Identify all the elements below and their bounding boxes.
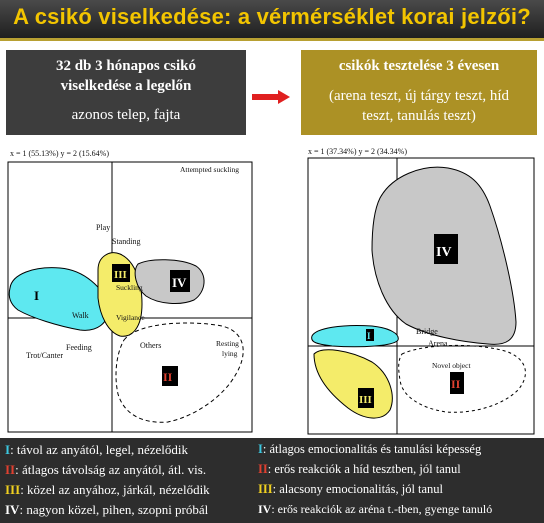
legend-right-num-3: III <box>258 482 273 496</box>
cluster-I-shape-right <box>312 325 399 346</box>
cluster-III-label-right: III <box>359 394 372 406</box>
legend-right-text-1: : átlagos emocionalitás és tanulási képesség <box>262 442 482 456</box>
left-plot <box>0 140 260 435</box>
arrow-right-icon <box>252 90 290 104</box>
legend-left-text-2: : átlagos távolság az anyától, átl. vis. <box>15 462 207 477</box>
label-resting: Resting <box>216 339 239 348</box>
right-box-line3-text: teszt, tanulás teszt) <box>362 108 476 124</box>
legend-right-text-3: : alacsony emocionalitás, jól tanul <box>272 482 444 496</box>
legend-left-num-2: II <box>5 462 16 477</box>
legend-left-text-1: : távol az anyától, legel, nézelődik <box>10 442 189 457</box>
cluster-I-shape <box>9 268 108 331</box>
legend-right-item-3 <box>258 482 443 497</box>
left-box-line3: azonos telep, fajta <box>71 107 181 123</box>
legend-right-text-2: : erős reakciók a híd tesztben, jól tanul <box>267 462 461 476</box>
legend-left <box>0 438 257 523</box>
legend-right-item-1 <box>258 442 481 457</box>
right-box-line1: csikók tesztelése 3 évesen <box>338 58 500 74</box>
cluster-II-label-right: II <box>451 377 461 391</box>
cluster-II-label: II <box>163 370 173 384</box>
label-attempted-suckling: Attempted suckling <box>180 165 239 174</box>
legend-right-item-2 <box>258 462 461 477</box>
right-plot-header: x = 1 (37.34%) y = 2 (34.34%) <box>308 147 408 156</box>
legend-left-item-4 <box>5 502 208 518</box>
cluster-I-label-right: I <box>367 331 371 341</box>
legend-left-text-4: : nagyon közel, pihen, szopni próbál <box>19 502 209 517</box>
legend-right <box>253 438 544 523</box>
legend-left-num-1: I <box>5 442 11 457</box>
label-others: Others <box>140 341 162 350</box>
label-standing: Standing <box>112 237 141 246</box>
right-box-line2 <box>301 86 537 126</box>
cluster-IV-label: IV <box>172 275 187 290</box>
label-feeding: Feeding <box>66 343 92 352</box>
left-box-line1: 32 db 3 hónapos csikó <box>55 58 197 74</box>
cluster-II-shape <box>116 323 243 422</box>
legend-right-text-4: : erős reakciók az aréna t.-tben, gyenge tanuló <box>271 502 493 516</box>
left-info-box <box>6 50 246 135</box>
legend-right-num-4: IV <box>258 502 272 516</box>
label-trot-canter: Trot/Canter <box>26 351 64 360</box>
legend-right-num-1: I <box>258 442 263 456</box>
legend-left-item-1 <box>5 442 188 458</box>
label-vigilance: Vigilance <box>116 313 145 322</box>
label-walk: Walk <box>72 311 89 320</box>
right-box-line2-text: (arena teszt, új tárgy teszt, híd <box>328 88 510 104</box>
label-play: Play <box>96 223 111 232</box>
page-title: A csikó viselkedése: a vérmérséklet korai jelzői? <box>13 4 531 29</box>
cluster-IV-label-right: IV <box>436 245 452 260</box>
cluster-I-label: I <box>34 288 40 303</box>
cluster-IV-shape <box>135 260 204 304</box>
legend-right-item-4 <box>258 502 492 517</box>
right-info-box <box>301 50 537 135</box>
legend-left-num-3: III <box>5 482 21 497</box>
legend-right-num-2: II <box>258 462 268 476</box>
label-suckling: Suckling <box>116 283 143 292</box>
legend-left-num-4: IV <box>5 502 20 517</box>
label-novel-object: Novel object <box>432 361 471 370</box>
label-lying: lying <box>222 349 238 358</box>
legend-left-text-3: : közel az anyához, járkál, nézelődik <box>20 482 210 497</box>
cluster-III-shape-right <box>314 350 392 418</box>
label-bridge: Bridge <box>416 327 438 336</box>
cluster-III-label: III <box>114 269 127 281</box>
title-bar <box>0 0 544 41</box>
legend-left-item-2 <box>5 462 206 478</box>
left-box-line2: viselkedése a legelőn <box>60 78 192 94</box>
legend-left-item-3 <box>5 482 210 498</box>
label-arena: Arena <box>428 339 448 348</box>
left-plot-header: x = 1 (55.13%) y = 2 (15.64%) <box>10 149 110 158</box>
right-plot <box>302 140 544 435</box>
